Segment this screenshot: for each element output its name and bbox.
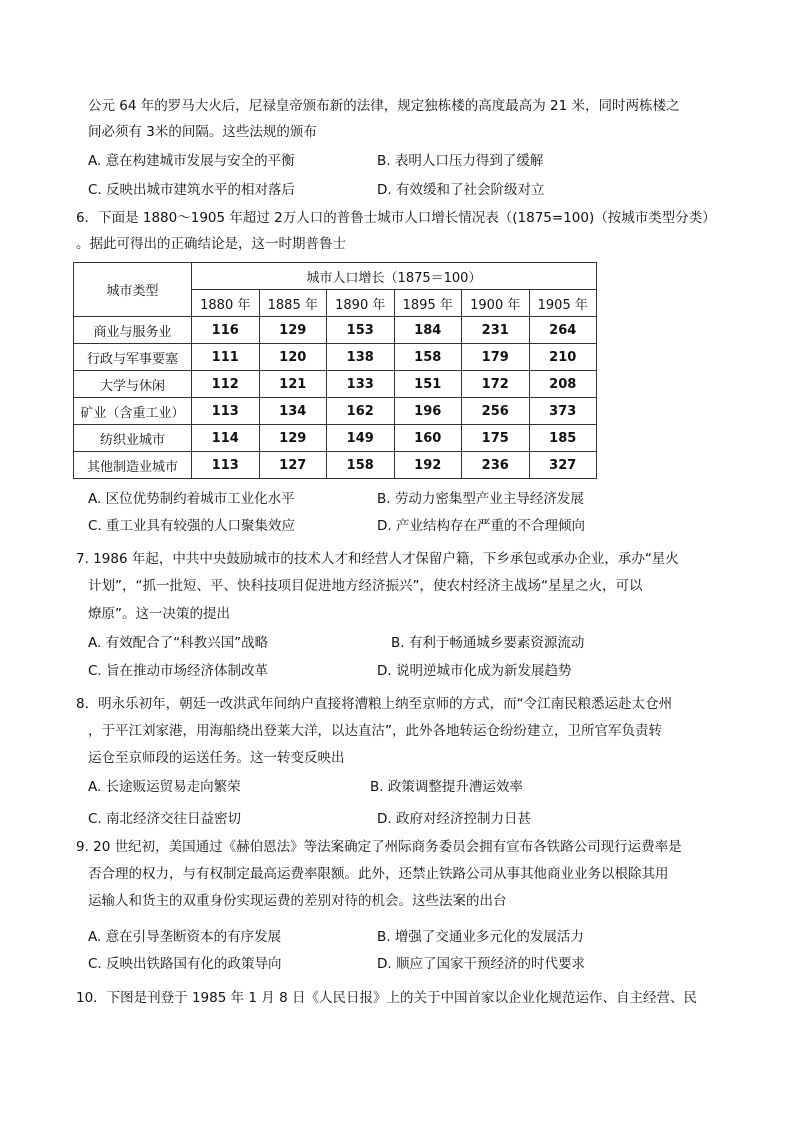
q8-option-a[interactable]: A. 长途贩运贸易走向繁荣 <box>88 779 241 795</box>
value-cell: 134 <box>259 398 327 425</box>
q7-stem-line-1: 7. 1986 年起，中共中央鼓励城市的技术人才和经营人才保留户籍，下乡承包或承办企业，承办“星火 <box>76 551 679 567</box>
year-header: 1905 年 <box>529 290 597 317</box>
year-header: 1900 年 <box>462 290 530 317</box>
city-type-cell: 矿业（含重工业） <box>74 398 192 425</box>
table-row <box>74 317 597 344</box>
q8-stem-line-3: 运仓至京师段的运送任务。这一转变反映出 <box>88 750 345 766</box>
city-type-cell: 纺织业城市 <box>74 425 192 452</box>
q10-stem-line-1: 10．下图是刊登于 1985 年 1 月 8 日《人民日报》上的关于中国首家以企业化规范运作、自主经营、民 <box>76 990 697 1006</box>
value-cell: 327 <box>529 452 597 479</box>
year-header: 1885 年 <box>259 290 327 317</box>
value-cell: 112 <box>192 371 260 398</box>
table-row <box>74 452 597 479</box>
q9-option-a[interactable]: A. 意在引导垄断资本的有序发展 <box>88 929 282 945</box>
value-cell: 162 <box>327 398 395 425</box>
value-cell: 158 <box>394 344 462 371</box>
value-cell: 129 <box>259 317 327 344</box>
value-cell: 153 <box>327 317 395 344</box>
value-cell: 120 <box>259 344 327 371</box>
q8-stem-line-1: 8．明永乐初年，朝廷一改洪武年间纳户直接将漕粮上纳至京师的方式，而“令江南民粮悉运赴太仓州 <box>76 696 673 712</box>
q5-option-b[interactable]: B. 表明人口压力得到了缓解 <box>377 153 544 169</box>
table-row <box>74 371 597 398</box>
value-cell: 208 <box>529 371 597 398</box>
q8-stem-line-2: ，于平江刘家港，用海船绕出登莱大洋，以达直沽”，此外各地转运仓纷纷建立，卫所官军负责转 <box>88 723 662 739</box>
q7-option-c[interactable]: C. 旨在推动市场经济体制改革 <box>88 663 269 679</box>
value-cell: 113 <box>192 452 260 479</box>
city-type-cell: 其他制造业城市 <box>74 452 192 479</box>
value-cell: 129 <box>259 425 327 452</box>
q8-option-c[interactable]: C. 南北经济交往日益密切 <box>88 811 242 827</box>
value-cell: 127 <box>259 452 327 479</box>
value-cell: 121 <box>259 371 327 398</box>
year-header: 1890 年 <box>327 290 395 317</box>
value-cell: 373 <box>529 398 597 425</box>
q6-option-b[interactable]: B. 劳动力密集型产业主导经济发展 <box>377 491 584 507</box>
q9-stem-line-2: 否合理的权力，与有权制定最高运费率限额。此外，还禁止铁路公司从事其他商业业务以根除其用 <box>88 866 669 882</box>
value-cell: 175 <box>462 425 530 452</box>
q5-option-c[interactable]: C. 反映出城市建筑水平的相对落后 <box>88 182 296 198</box>
q9-stem-line-1: 9. 20 世纪初，美国通过《赫伯恩法》等法案确定了州际商务委员会拥有宣布各铁路公司现行运费率是 <box>76 839 682 855</box>
value-cell: 111 <box>192 344 260 371</box>
value-cell: 116 <box>192 317 260 344</box>
city-type-cell: 商业与服务业 <box>74 317 192 344</box>
q6-option-a[interactable]: A. 区位优势制约着城市工业化水平 <box>88 491 295 507</box>
q8-option-d[interactable]: D. 政府对经济控制力日甚 <box>377 811 531 827</box>
q9-option-b[interactable]: B. 增强了交通业多元化的发展活力 <box>377 929 584 945</box>
value-cell: 192 <box>394 452 462 479</box>
table-row <box>74 344 597 371</box>
q5-stem-line-2: 间必须有 3米的间隔。这些法规的颁布 <box>88 124 317 140</box>
value-cell: 172 <box>462 371 530 398</box>
value-cell: 210 <box>529 344 597 371</box>
year-header: 1895 年 <box>394 290 462 317</box>
q9-option-c[interactable]: C. 反映出铁路国有化的政策导向 <box>88 956 282 972</box>
q7-option-d[interactable]: D. 说明逆城市化成为新发展趋势 <box>377 663 572 679</box>
value-cell: 196 <box>394 398 462 425</box>
q7-stem-line-2: 计划”，“抓一批短、平、快科技项目促进地方经济振兴”，使农村经济主战场“星星之火，可以 <box>88 578 643 594</box>
city-type-cell: 大学与休闲 <box>74 371 192 398</box>
value-cell: 158 <box>327 452 395 479</box>
value-cell: 151 <box>394 371 462 398</box>
table-group-header: 城市人口增长（1875＝100） <box>192 263 597 290</box>
q5-option-a[interactable]: A. 意在构建城市发展与安全的平衡 <box>88 153 295 169</box>
value-cell: 264 <box>529 317 597 344</box>
q6-option-d[interactable]: D. 产业结构存在严重的不合理倾向 <box>377 518 585 534</box>
table-row <box>74 425 597 452</box>
q7-option-b[interactable]: B. 有利于畅通城乡要素资源流动 <box>391 635 585 651</box>
value-cell: 160 <box>394 425 462 452</box>
value-cell: 231 <box>462 317 530 344</box>
q9-stem-line-3: 运输人和货主的双重身份实现运费的差别对待的机会。这些法案的出台 <box>88 893 507 909</box>
population-growth-table <box>73 262 597 479</box>
value-cell: 149 <box>327 425 395 452</box>
q6-stem-line-2: 。据此可得出的正确结论是，这一时期普鲁士 <box>76 236 346 252</box>
table-corner-header: 城市类型 <box>74 263 192 317</box>
q8-option-b[interactable]: B. 政策调整提升漕运效率 <box>370 779 523 795</box>
q6-stem-line-1: 6．下面是 1880～1905 年超过 2万人口的普鲁士城市人口增长情况表（(1875=100)（按城市类型分类） <box>76 210 716 226</box>
year-header: 1880 年 <box>192 290 260 317</box>
q5-option-d[interactable]: D. 有效缓和了社会阶级对立 <box>377 182 545 198</box>
value-cell: 185 <box>529 425 597 452</box>
value-cell: 138 <box>327 344 395 371</box>
value-cell: 236 <box>462 452 530 479</box>
table-row <box>74 398 597 425</box>
city-type-cell: 行政与军事要塞 <box>74 344 192 371</box>
value-cell: 114 <box>192 425 260 452</box>
value-cell: 113 <box>192 398 260 425</box>
q7-stem-line-3: 燎原”。这一决策的提出 <box>88 606 230 622</box>
q5-stem-line-1: 公元 64 年的罗马大火后，尼禄皇帝颁布新的法律，规定独栋楼的高度最高为 21 米，同时两栋楼之 <box>88 98 680 114</box>
value-cell: 179 <box>462 344 530 371</box>
q7-option-a[interactable]: A. 有效配合了“科教兴国”战略 <box>88 635 269 651</box>
q6-option-c[interactable]: C. 重工业具有较强的人口聚集效应 <box>88 518 296 534</box>
value-cell: 256 <box>462 398 530 425</box>
q9-option-d[interactable]: D. 顺应了国家干预经济的时代要求 <box>377 956 585 972</box>
value-cell: 133 <box>327 371 395 398</box>
value-cell: 184 <box>394 317 462 344</box>
